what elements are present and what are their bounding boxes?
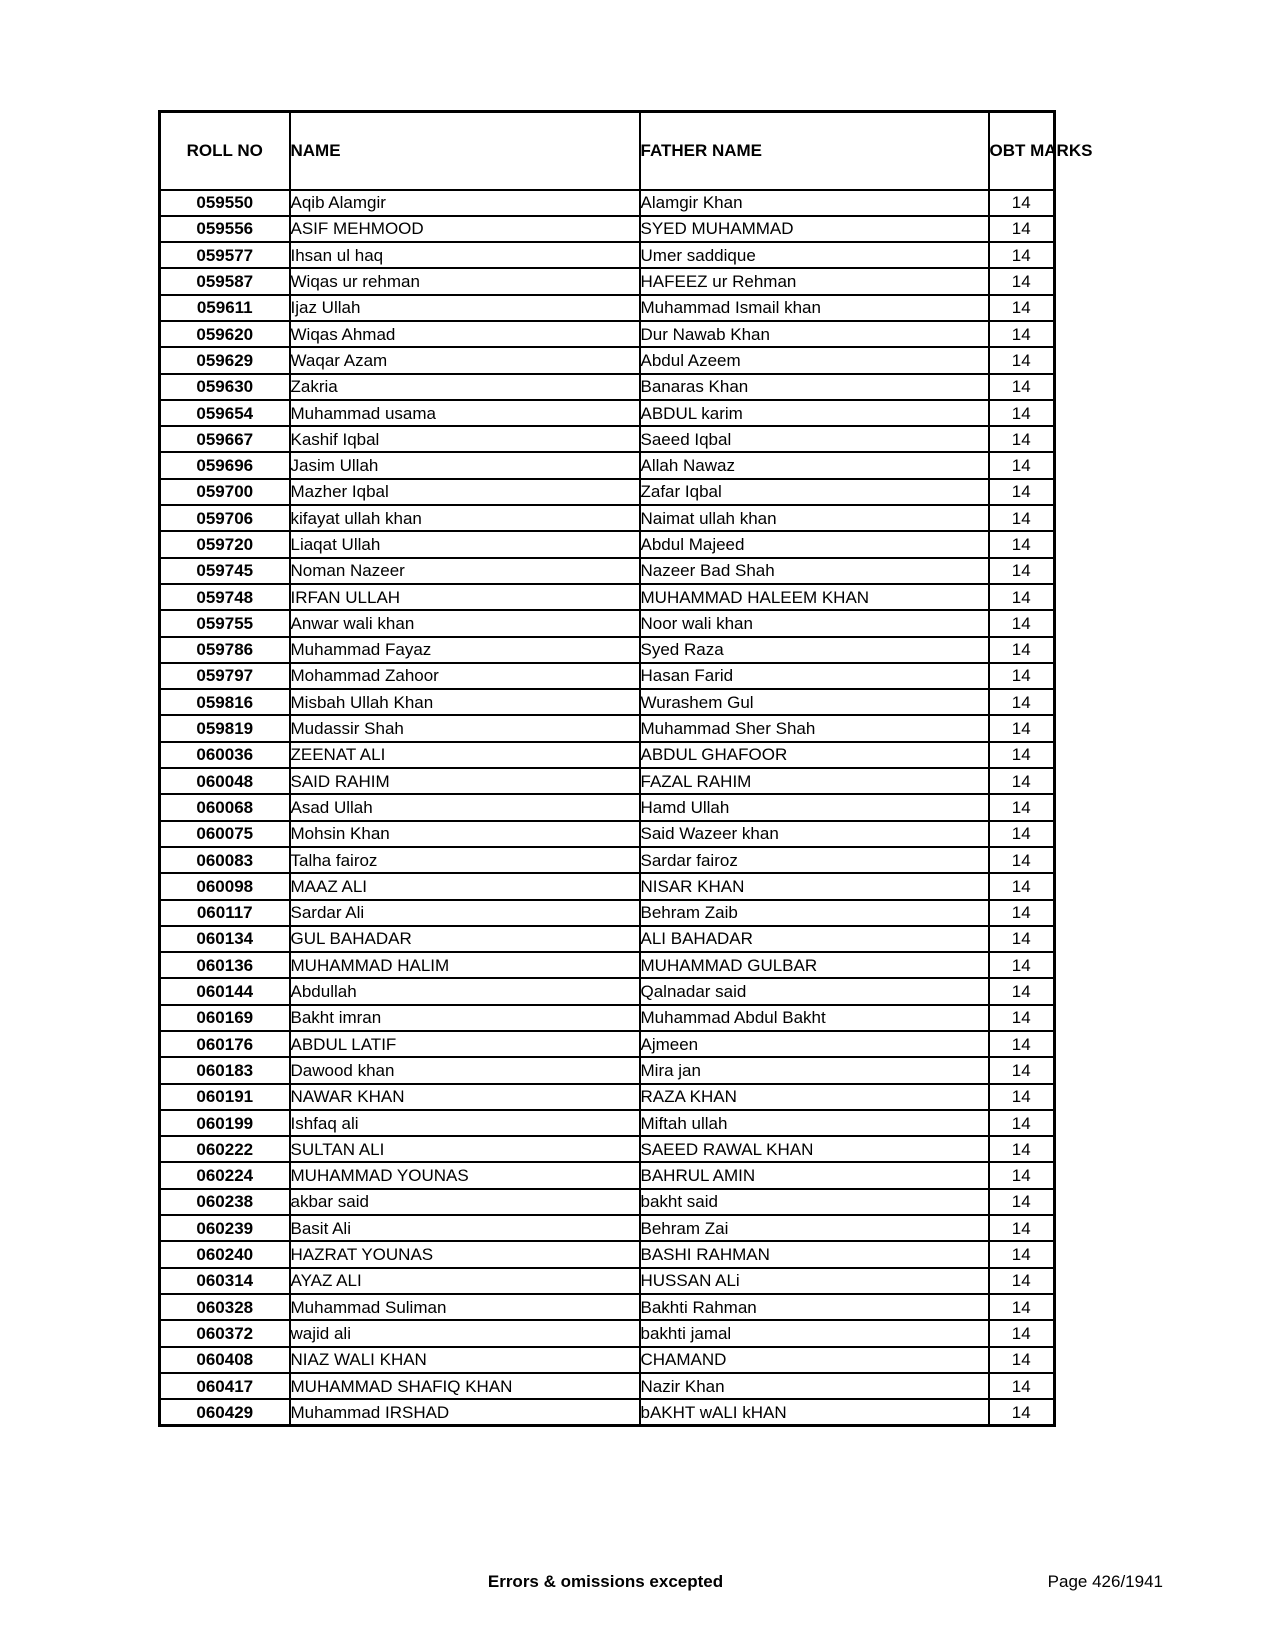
table-row — [160, 1399, 1055, 1425]
father-name-cell: Saeed Iqbal — [640, 426, 989, 452]
name-cell: MUHAMMAD HALIM — [290, 952, 640, 978]
table-row — [160, 1373, 1055, 1399]
father-name-cell: Miftah ullah — [640, 1110, 989, 1136]
obt-marks-cell: 14 — [989, 1189, 1055, 1215]
name-cell: IRFAN ULLAH — [290, 584, 640, 610]
father-name-cell: Banaras Khan — [640, 374, 989, 400]
obt-marks-cell: 14 — [989, 1268, 1055, 1294]
name-cell: GUL BAHADAR — [290, 926, 640, 952]
table-row — [160, 689, 1055, 715]
name-cell: Zakria — [290, 374, 640, 400]
father-name-cell: bAKHT wALI kHAN — [640, 1399, 989, 1425]
obt-marks-cell: 14 — [989, 400, 1055, 426]
table-row — [160, 768, 1055, 794]
roll-no-cell: 060372 — [160, 1320, 290, 1346]
obt-marks-cell: 14 — [989, 242, 1055, 268]
father-name-cell: Muhammad Sher Shah — [640, 715, 989, 741]
roll-no-cell: 059696 — [160, 452, 290, 478]
obt-marks-cell: 14 — [989, 847, 1055, 873]
name-cell: Muhammad Suliman — [290, 1294, 640, 1320]
roll-no-cell: 060083 — [160, 847, 290, 873]
father-name-cell: NISAR KHAN — [640, 873, 989, 899]
roll-no-cell: 059620 — [160, 321, 290, 347]
father-name-cell: MUHAMMAD GULBAR — [640, 952, 989, 978]
obt-marks-cell: 14 — [989, 926, 1055, 952]
header-row — [160, 112, 1055, 190]
name-cell: NIAZ WALI KHAN — [290, 1347, 640, 1373]
roll-no-cell: 060144 — [160, 978, 290, 1004]
roll-no-cell: 060328 — [160, 1294, 290, 1320]
father-name-cell: Bakhti Rahman — [640, 1294, 989, 1320]
roll-no-cell: 059720 — [160, 531, 290, 557]
father-name-cell: Allah Nawaz — [640, 452, 989, 478]
obt-marks-cell: 14 — [989, 1162, 1055, 1188]
obt-marks-cell: 14 — [989, 1373, 1055, 1399]
father-name-cell: Mira jan — [640, 1057, 989, 1083]
father-name-cell: CHAMAND — [640, 1347, 989, 1373]
obt-marks-cell: 14 — [989, 216, 1055, 242]
table-row — [160, 374, 1055, 400]
table-row — [160, 900, 1055, 926]
father-name-cell: bakht said — [640, 1189, 989, 1215]
roll-no-cell: 060134 — [160, 926, 290, 952]
roll-no-cell: 060408 — [160, 1347, 290, 1373]
obt-marks-cell: 14 — [989, 374, 1055, 400]
father-name-cell: RAZA KHAN — [640, 1084, 989, 1110]
name-cell: Mohammad Zahoor — [290, 663, 640, 689]
table-row — [160, 1215, 1055, 1241]
name-cell: MAAZ ALI — [290, 873, 640, 899]
roll-no-cell: 059786 — [160, 637, 290, 663]
roll-no-cell: 060169 — [160, 1005, 290, 1031]
table-row — [160, 1347, 1055, 1373]
page-footer — [0, 1572, 1275, 1598]
name-cell: MUHAMMAD YOUNAS — [290, 1162, 640, 1188]
obt-marks-cell: 14 — [989, 689, 1055, 715]
table-row — [160, 216, 1055, 242]
table-row — [160, 531, 1055, 557]
table-row — [160, 558, 1055, 584]
table-row — [160, 637, 1055, 663]
table-row — [160, 1005, 1055, 1031]
table-row — [160, 1268, 1055, 1294]
obt-marks-cell: 14 — [989, 190, 1055, 216]
father-name-cell: MUHAMMAD HALEEM KHAN — [640, 584, 989, 610]
father-name-cell: Dur Nawab Khan — [640, 321, 989, 347]
father-name-cell: Muhammad Ismail khan — [640, 295, 989, 321]
table-row — [160, 242, 1055, 268]
table-row — [160, 268, 1055, 294]
table-row — [160, 742, 1055, 768]
father-name-column-header: FATHER NAME — [640, 112, 989, 190]
obt-marks-cell: 14 — [989, 426, 1055, 452]
table-row — [160, 873, 1055, 899]
father-name-cell: Hasan Farid — [640, 663, 989, 689]
roll-no-cell: 059630 — [160, 374, 290, 400]
name-cell: Ihsan ul haq — [290, 242, 640, 268]
name-cell: Mohsin Khan — [290, 821, 640, 847]
father-name-cell: ABDUL GHAFOOR — [640, 742, 989, 768]
father-name-cell: Naimat ullah khan — [640, 505, 989, 531]
father-name-cell: Behram Zai — [640, 1215, 989, 1241]
name-cell: Talha fairoz — [290, 847, 640, 873]
father-name-cell: Said Wazeer khan — [640, 821, 989, 847]
roll-no-cell: 059755 — [160, 610, 290, 636]
roll-no-cell: 060199 — [160, 1110, 290, 1136]
table-row — [160, 1057, 1055, 1083]
name-cell: Mazher Iqbal — [290, 479, 640, 505]
obt-marks-cell: 14 — [989, 479, 1055, 505]
name-cell: ASIF MEHMOOD — [290, 216, 640, 242]
obt-marks-cell: 14 — [989, 1399, 1055, 1425]
obt-marks-cell: 14 — [989, 1084, 1055, 1110]
table-row — [160, 321, 1055, 347]
name-cell: SAID RAHIM — [290, 768, 640, 794]
father-name-cell: Behram Zaib — [640, 900, 989, 926]
name-cell: Kashif Iqbal — [290, 426, 640, 452]
father-name-cell: Noor wali khan — [640, 610, 989, 636]
father-name-cell: Zafar Iqbal — [640, 479, 989, 505]
name-cell: Muhammad usama — [290, 400, 640, 426]
roll-no-cell: 059587 — [160, 268, 290, 294]
name-cell: Wiqas Ahmad — [290, 321, 640, 347]
roll-no-cell: 059816 — [160, 689, 290, 715]
table-row — [160, 1031, 1055, 1057]
obt-marks-cell: 14 — [989, 1215, 1055, 1241]
table-row — [160, 1162, 1055, 1188]
father-name-cell: Hamd Ullah — [640, 794, 989, 820]
obt-marks-cell: 14 — [989, 768, 1055, 794]
father-name-cell: Ajmeen — [640, 1031, 989, 1057]
table-row — [160, 295, 1055, 321]
obt-marks-cell: 14 — [989, 1005, 1055, 1031]
table-row — [160, 1294, 1055, 1320]
results-table — [158, 110, 1093, 1427]
obt-marks-cell: 14 — [989, 1241, 1055, 1267]
name-cell: Waqar Azam — [290, 347, 640, 373]
name-cell: Ishfaq ali — [290, 1110, 640, 1136]
table-row — [160, 1110, 1055, 1136]
obt-marks-cell: 14 — [989, 505, 1055, 531]
name-column-header: NAME — [290, 112, 640, 190]
father-name-cell: Nazir Khan — [640, 1373, 989, 1399]
father-name-cell: Qalnadar said — [640, 978, 989, 1004]
obt-marks-cell: 14 — [989, 794, 1055, 820]
father-name-cell: FAZAL RAHIM — [640, 768, 989, 794]
roll-no-cell: 059556 — [160, 216, 290, 242]
obt-marks-cell: 14 — [989, 952, 1055, 978]
father-name-cell: ABDUL karim — [640, 400, 989, 426]
name-cell: Bakht imran — [290, 1005, 640, 1031]
roll-no-cell: 060314 — [160, 1268, 290, 1294]
name-cell: Mudassir Shah — [290, 715, 640, 741]
name-cell: AYAZ ALI — [290, 1268, 640, 1294]
table-row — [160, 794, 1055, 820]
roll-no-cell: 060036 — [160, 742, 290, 768]
father-name-cell: SAEED RAWAL KHAN — [640, 1136, 989, 1162]
obt-marks-column-header: OBT MARKS — [989, 112, 1055, 190]
table-row — [160, 663, 1055, 689]
obt-marks-cell: 14 — [989, 1031, 1055, 1057]
father-name-cell: Muhammad Abdul Bakht — [640, 1005, 989, 1031]
roll-no-cell: 060222 — [160, 1136, 290, 1162]
obt-marks-cell: 14 — [989, 452, 1055, 478]
father-name-cell: bakhti jamal — [640, 1320, 989, 1346]
table-row — [160, 978, 1055, 1004]
name-cell: kifayat ullah khan — [290, 505, 640, 531]
obt-marks-cell: 14 — [989, 610, 1055, 636]
name-cell: NAWAR KHAN — [290, 1084, 640, 1110]
obt-marks-cell: 14 — [989, 663, 1055, 689]
name-cell: Asad Ullah — [290, 794, 640, 820]
name-cell: MUHAMMAD SHAFIQ KHAN — [290, 1373, 640, 1399]
name-cell: Misbah Ullah Khan — [290, 689, 640, 715]
obt-marks-cell: 14 — [989, 900, 1055, 926]
table-row — [160, 400, 1055, 426]
table-row — [160, 847, 1055, 873]
roll-no-cell: 060429 — [160, 1399, 290, 1425]
roll-no-cell: 060239 — [160, 1215, 290, 1241]
father-name-cell: Abdul Majeed — [640, 531, 989, 557]
father-name-cell: Syed Raza — [640, 637, 989, 663]
name-cell: Noman Nazeer — [290, 558, 640, 584]
table-row — [160, 715, 1055, 741]
table-row — [160, 926, 1055, 952]
roll-no-cell: 060240 — [160, 1241, 290, 1267]
table-row — [160, 479, 1055, 505]
roll-no-cell: 059748 — [160, 584, 290, 610]
roll-no-cell: 060098 — [160, 873, 290, 899]
roll-no-cell: 060183 — [160, 1057, 290, 1083]
roll-no-cell: 060417 — [160, 1373, 290, 1399]
father-name-cell: Wurashem Gul — [640, 689, 989, 715]
roll-no-column-header: ROLL NO — [160, 112, 290, 190]
table-row — [160, 821, 1055, 847]
roll-no-cell: 060224 — [160, 1162, 290, 1188]
roll-no-cell: 059667 — [160, 426, 290, 452]
father-name-cell: Sardar fairoz — [640, 847, 989, 873]
name-cell: Liaqat Ullah — [290, 531, 640, 557]
name-cell: Muhammad IRSHAD — [290, 1399, 640, 1425]
father-name-cell: HAFEEZ ur Rehman — [640, 268, 989, 294]
obt-marks-cell: 14 — [989, 1110, 1055, 1136]
obt-marks-cell: 14 — [989, 637, 1055, 663]
obt-marks-cell: 14 — [989, 584, 1055, 610]
table-row — [160, 426, 1055, 452]
roll-no-cell: 059745 — [160, 558, 290, 584]
results-table-header — [160, 112, 1093, 190]
roll-no-cell: 059819 — [160, 715, 290, 741]
name-cell: Muhammad Fayaz — [290, 637, 640, 663]
name-cell: Wiqas ur rehman — [290, 268, 640, 294]
roll-no-cell: 060191 — [160, 1084, 290, 1110]
roll-no-cell: 060176 — [160, 1031, 290, 1057]
father-name-cell: BAHRUL AMIN — [640, 1162, 989, 1188]
obt-marks-cell: 14 — [989, 531, 1055, 557]
table-row — [160, 1241, 1055, 1267]
obt-marks-cell: 14 — [989, 1057, 1055, 1083]
name-cell: HAZRAT YOUNAS — [290, 1241, 640, 1267]
roll-no-cell: 059577 — [160, 242, 290, 268]
name-cell: akbar said — [290, 1189, 640, 1215]
roll-no-cell: 060117 — [160, 900, 290, 926]
name-cell: SULTAN ALI — [290, 1136, 640, 1162]
obt-marks-cell: 14 — [989, 1347, 1055, 1373]
obt-marks-cell: 14 — [989, 978, 1055, 1004]
table-row — [160, 190, 1055, 216]
roll-no-cell: 059550 — [160, 190, 290, 216]
name-cell: Jasim Ullah — [290, 452, 640, 478]
roll-no-cell: 059700 — [160, 479, 290, 505]
father-name-cell: BASHI RAHMAN — [640, 1241, 989, 1267]
roll-no-cell: 059797 — [160, 663, 290, 689]
table-row — [160, 505, 1055, 531]
name-cell: wajid ali — [290, 1320, 640, 1346]
roll-no-cell: 060068 — [160, 794, 290, 820]
name-cell: Basit Ali — [290, 1215, 640, 1241]
table-row — [160, 610, 1055, 636]
name-cell: Sardar Ali — [290, 900, 640, 926]
page-number: Page 426/1941 — [1047, 1572, 1163, 1591]
obt-marks-cell: 14 — [989, 558, 1055, 584]
name-cell: Dawood khan — [290, 1057, 640, 1083]
father-name-cell: Umer saddique — [640, 242, 989, 268]
roll-no-cell: 060075 — [160, 821, 290, 847]
table-row — [160, 1320, 1055, 1346]
table-row — [160, 1084, 1055, 1110]
obt-marks-cell: 14 — [989, 1136, 1055, 1162]
obt-marks-cell: 14 — [989, 347, 1055, 373]
roll-no-cell: 060136 — [160, 952, 290, 978]
roll-no-cell: 060238 — [160, 1189, 290, 1215]
obt-marks-cell: 14 — [989, 873, 1055, 899]
table-row — [160, 347, 1055, 373]
table-row — [160, 1189, 1055, 1215]
father-name-cell: HUSSAN ALi — [640, 1268, 989, 1294]
obt-marks-cell: 14 — [989, 1294, 1055, 1320]
errors-omissions-note: Errors & omissions excepted — [487, 1572, 724, 1591]
roll-no-cell: 060048 — [160, 768, 290, 794]
table-row — [160, 952, 1055, 978]
name-cell: Abdullah — [290, 978, 640, 1004]
table-row — [160, 1136, 1055, 1162]
father-name-cell: Alamgir Khan — [640, 190, 989, 216]
roll-no-cell: 059706 — [160, 505, 290, 531]
table-row — [160, 452, 1055, 478]
obt-marks-cell: 14 — [989, 742, 1055, 768]
obt-marks-cell: 14 — [989, 295, 1055, 321]
obt-marks-cell: 14 — [989, 321, 1055, 347]
roll-no-cell: 059654 — [160, 400, 290, 426]
father-name-cell: SYED MUHAMMAD — [640, 216, 989, 242]
father-name-cell: ALI BAHADAR — [640, 926, 989, 952]
roll-no-cell: 059611 — [160, 295, 290, 321]
name-cell: Ijaz Ullah — [290, 295, 640, 321]
obt-marks-cell: 14 — [989, 268, 1055, 294]
father-name-cell: Abdul Azeem — [640, 347, 989, 373]
results-table-body — [160, 190, 1055, 1426]
obt-marks-cell: 14 — [989, 821, 1055, 847]
roll-no-cell: 059629 — [160, 347, 290, 373]
name-cell: ZEENAT ALI — [290, 742, 640, 768]
father-name-cell: Nazeer Bad Shah — [640, 558, 989, 584]
obt-marks-cell: 14 — [989, 1320, 1055, 1346]
obt-marks-cell: 14 — [989, 715, 1055, 741]
name-cell: ABDUL LATIF — [290, 1031, 640, 1057]
name-cell: Anwar wali khan — [290, 610, 640, 636]
table-row — [160, 584, 1055, 610]
name-cell: Aqib Alamgir — [290, 190, 640, 216]
